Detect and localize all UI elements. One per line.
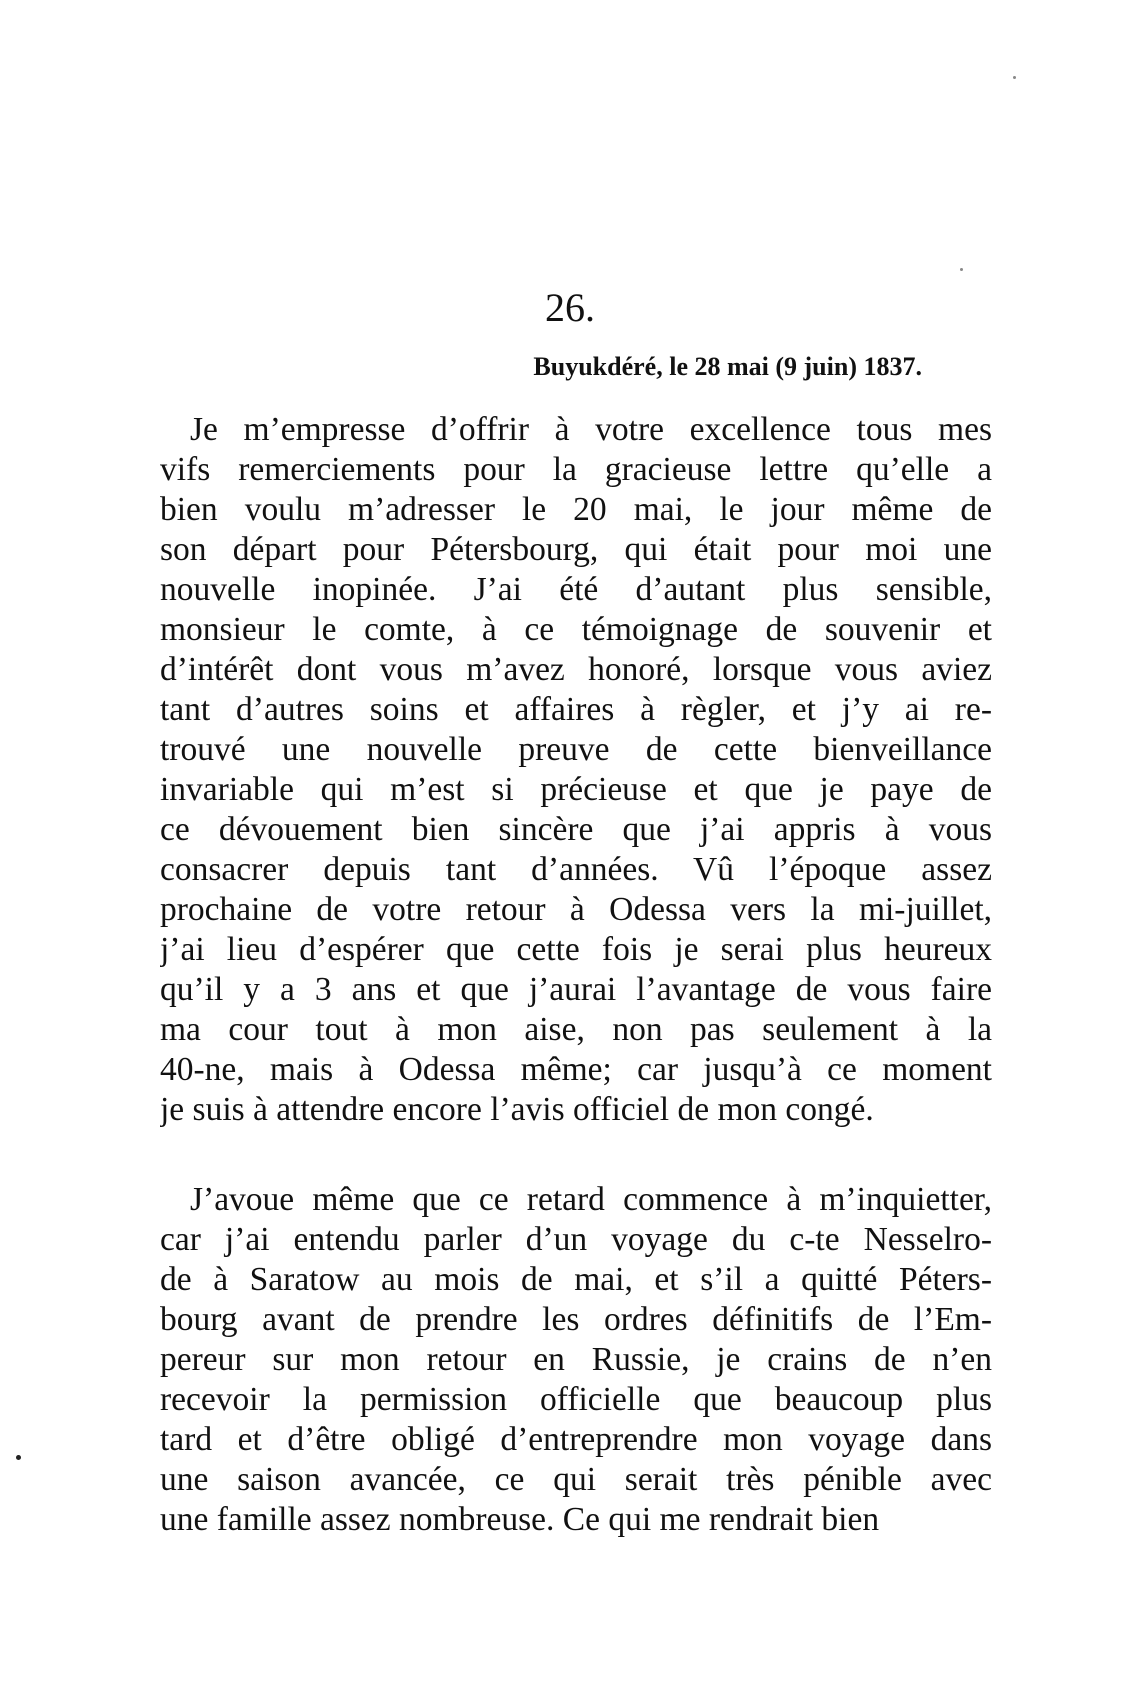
paragraph-1 (160, 410, 992, 1130)
text-line: de à Saratow au mois de mai, et s’il a quitté Péters- (160, 1261, 992, 1298)
scan-speck (16, 1455, 21, 1460)
text-line: ce dévouement bien sincère que j’ai appris à vous (160, 811, 992, 848)
text-line: son départ pour Pétersbourg, qui était pour moi une (160, 531, 992, 568)
dateline: Buyukdéré, le 28 mai (9 juin) 1837. (533, 352, 922, 381)
text-line: je suis à attendre encore l’avis officiel de mon congé. (160, 1091, 874, 1128)
text-line: qu’il y a 3 ans et que j’aurai l’avantage de vous faire (160, 971, 992, 1008)
text-line: 40-ne, mais à Odessa même; car jusqu’à ce moment (160, 1051, 992, 1088)
scan-speck (1013, 76, 1016, 79)
text-line: consacrer depuis tant d’années. Vû l’époque assez (160, 851, 992, 888)
text-line: trouvé une nouvelle preuve de cette bienveillance (160, 731, 992, 768)
text-line: monsieur le comte, à ce témoignage de souvenir et (160, 611, 992, 648)
text-line: car j’ai entendu parler d’un voyage du c-te Nesselro- (160, 1221, 992, 1258)
text-line: bourg avant de prendre les ordres définitifs de l’Em- (160, 1301, 992, 1338)
scan-speck (960, 268, 963, 271)
text-line: nouvelle inopinée. J’ai été d’autant plus sensible, (160, 571, 992, 608)
text-line: invariable qui m’est si précieuse et que je paye de (160, 771, 992, 808)
text-line: prochaine de votre retour à Odessa vers la mi-juillet, (160, 891, 992, 928)
text-line: une famille assez nombreuse. Ce qui me rendrait bien (160, 1501, 880, 1538)
text-line: tant d’autres soins et affaires à règler, et j’y ai re- (160, 691, 992, 728)
text-line: vifs remerciements pour la gracieuse lettre qu’elle a (160, 451, 992, 488)
text-line: d’intérêt dont vous m’avez honoré, lorsque vous aviez (160, 651, 992, 688)
text-line: tard et d’être obligé d’entreprendre mon voyage dans (160, 1421, 992, 1458)
text-line: bien voulu m’adresser le 20 mai, le jour même de (160, 491, 992, 528)
letter-number: 26. (545, 285, 595, 330)
text-line: Je m’empresse d’offrir à votre excellence tous mes (190, 411, 992, 448)
text-line: ma cour tout à mon aise, non pas seulement à la (160, 1011, 992, 1048)
text-line: J’avoue même que ce retard commence à m’inquietter, (190, 1181, 992, 1218)
text-line: pereur sur mon retour en Russie, je crains de n’en (160, 1341, 992, 1378)
text-line: une saison avancée, ce qui serait très pénible avec (160, 1461, 992, 1498)
text-line: j’ai lieu d’espérer que cette fois je serai plus heureux (160, 931, 992, 968)
paragraph-2 (160, 1180, 992, 1540)
text-line: recevoir la permission officielle que beaucoup plus (160, 1381, 992, 1418)
